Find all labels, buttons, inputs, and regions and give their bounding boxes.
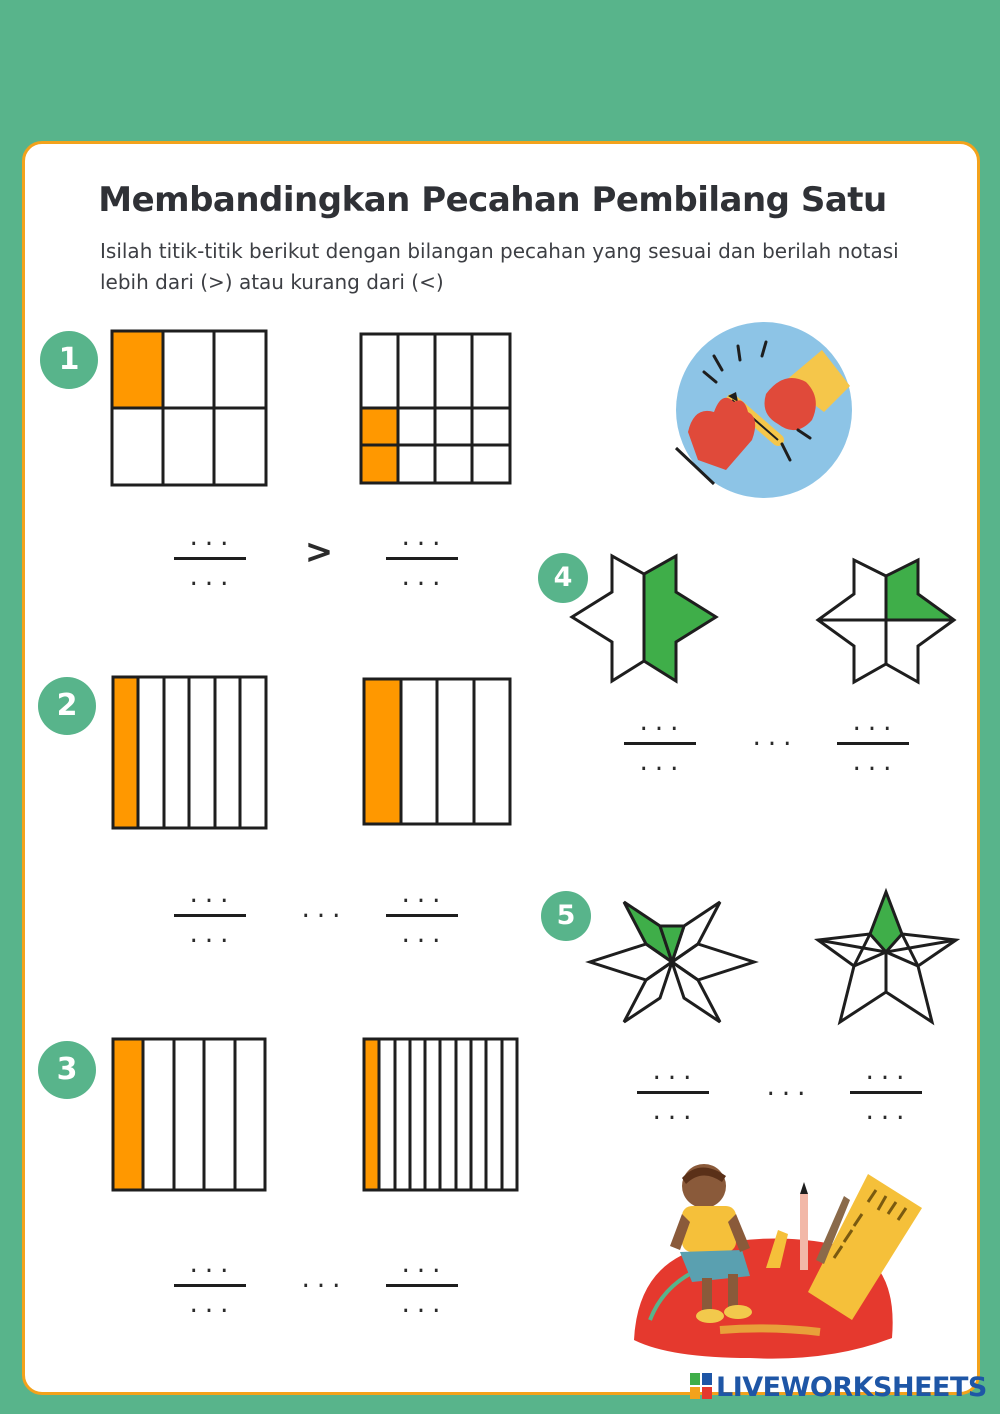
q4-right-fraction[interactable]	[837, 713, 909, 775]
q4-left-shaded-part	[644, 556, 716, 681]
fraction-bar	[386, 1284, 458, 1287]
q4-left-fraction[interactable]	[624, 713, 696, 775]
q3-comparison-blank[interactable]: ...	[299, 1268, 345, 1293]
q2-right-strip-figure	[362, 677, 512, 826]
q2-left-denominator[interactable]: ...	[187, 923, 233, 948]
q2-left-numerator[interactable]: ...	[187, 883, 233, 908]
q3-right-shaded-part	[364, 1039, 379, 1190]
q1-left-numerator[interactable]: ...	[187, 526, 233, 551]
hands-pencil-illustration	[674, 320, 854, 500]
q5-comparison-blank[interactable]: ...	[764, 1076, 810, 1101]
q4-right-star-figure	[816, 558, 956, 684]
q3-right-fraction[interactable]	[386, 1255, 458, 1317]
q1-comparison-sign: >	[304, 532, 334, 572]
q3-left-strip-figure	[111, 1037, 267, 1192]
q2-right-shaded-part	[364, 679, 401, 824]
q1-left-grid-figure	[110, 329, 268, 487]
boy-on-pencil-case-illustration	[630, 1150, 930, 1362]
q4-right-denominator[interactable]: ...	[850, 751, 896, 776]
q5-right-denominator[interactable]: ...	[863, 1100, 909, 1125]
q1-right-grid-figure	[359, 332, 512, 485]
q4-left-star-figure	[570, 554, 718, 684]
q3-left-denominator[interactable]: ...	[187, 1293, 233, 1318]
q2-right-denominator[interactable]: ...	[399, 923, 445, 948]
q3-right-numerator[interactable]: ...	[399, 1253, 445, 1278]
q1-right-denominator[interactable]: ...	[399, 566, 445, 591]
q2-left-fraction[interactable]	[174, 885, 246, 947]
liveworksheets-logo-icon	[690, 1373, 712, 1399]
question-number-4: 4	[538, 553, 588, 603]
q2-left-strip-figure	[111, 675, 268, 830]
question-number-1: 1	[40, 331, 98, 389]
q4-left-numerator[interactable]: ...	[637, 711, 683, 736]
fraction-bar	[386, 557, 458, 560]
q5-right-star-figure	[816, 890, 958, 1026]
q5-left-numerator[interactable]: ...	[650, 1060, 696, 1085]
q2-comparison-blank[interactable]: ...	[299, 898, 345, 923]
q3-right-denominator[interactable]: ...	[399, 1293, 445, 1318]
question-number-2: 2	[38, 677, 96, 735]
q4-left-denominator[interactable]: ...	[637, 751, 683, 776]
q2-right-numerator[interactable]: ...	[399, 883, 445, 908]
fraction-bar	[174, 557, 246, 560]
q5-left-star-figure	[588, 900, 756, 1024]
fraction-bar	[174, 1284, 246, 1287]
fraction-bar	[850, 1091, 922, 1094]
q1-left-shaded-part	[112, 331, 163, 407]
question-number-5: 5	[541, 891, 591, 941]
brand-text: LIVEWORKSHEETS	[716, 1372, 987, 1403]
liveworksheets-logo	[690, 1372, 990, 1408]
q1-left-fraction[interactable]	[174, 528, 246, 590]
q3-left-numerator[interactable]: ...	[187, 1253, 233, 1278]
fraction-bar	[174, 914, 246, 917]
question-number-3: 3	[38, 1041, 96, 1099]
q1-left-denominator[interactable]: ...	[187, 566, 233, 591]
q3-right-strip-figure	[362, 1037, 519, 1192]
q3-left-fraction[interactable]	[174, 1255, 246, 1317]
q5-left-fraction[interactable]	[637, 1062, 709, 1124]
q1-right-fraction[interactable]	[386, 528, 458, 590]
q3-left-shaded-part	[113, 1039, 143, 1190]
fraction-bar	[624, 742, 696, 745]
fraction-bar	[386, 914, 458, 917]
q5-right-numerator[interactable]: ...	[863, 1060, 909, 1085]
fraction-bar	[637, 1091, 709, 1094]
q4-comparison-blank[interactable]: ...	[750, 726, 796, 751]
fraction-bar	[837, 742, 909, 745]
instructions-text: Isilah titik-titik berikut dengan bilangan pecahan yang sesuai dan berilah notasi lebih dari (>) atau kurang dari (<)	[100, 239, 899, 294]
page-title: Membandingkan Pecahan Pembilang Satu	[98, 180, 887, 220]
q4-right-numerator[interactable]: ...	[850, 711, 896, 736]
q5-right-fraction[interactable]	[850, 1062, 922, 1124]
q1-right-numerator[interactable]: ...	[399, 526, 445, 551]
q2-left-shaded-part	[113, 677, 138, 828]
q2-right-fraction[interactable]	[386, 885, 458, 947]
q5-left-denominator[interactable]: ...	[650, 1100, 696, 1125]
